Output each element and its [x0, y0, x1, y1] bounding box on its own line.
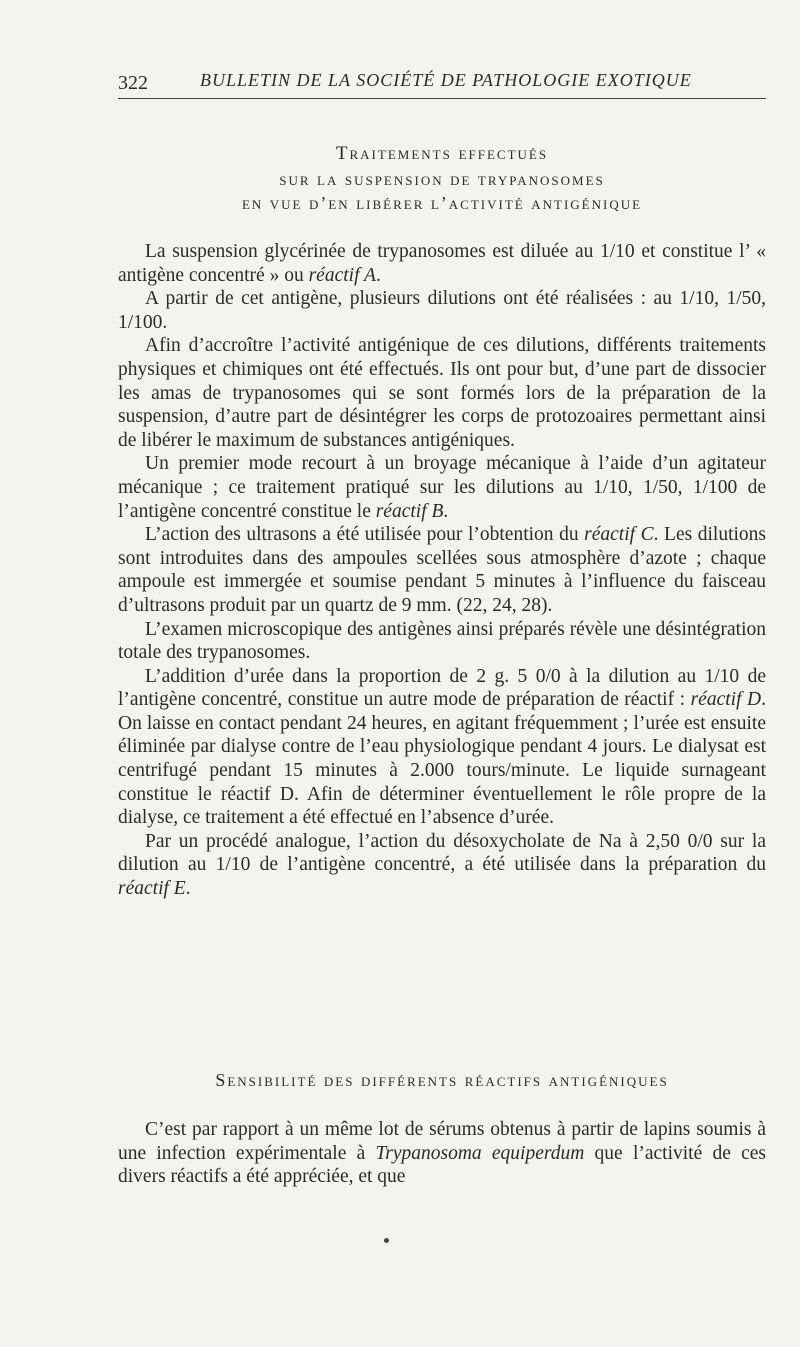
paragraph-text: A partir de cet antigène, plusieurs dilutions ont été réalisées : au 1/10, 1/50, 1/100. [118, 288, 766, 333]
paragraph-text: L’examen microscopique des antigènes ainsi préparés révèle une désintégration totale des trypanosomes. [118, 618, 766, 664]
paragraph [118, 452, 766, 523]
paragraph-text: . On laisse en contact pendant 24 heures, en agitant fréquemment ; l’urée est ensuite éliminée par dialyse contre de l’eau physiologique pendant 4 jours. Le dialysat est centrifugé pendant 15 minutes à 2.000 tours/minute. Le liquide surnageant constitue le réactif D. Afin de déterminer éventuellement le rôle propre de la dialyse, ce traitement a été effectué en l’absence d’urée. [118, 689, 766, 829]
section-title-line2: sur la suspension de trypanosomes [279, 169, 605, 189]
italic-term: Trypanosoma equiperdum [375, 1142, 585, 1164]
paragraph-text: L’action des ultrasons a été utilisée pour l’obtention du [145, 524, 585, 546]
paragraph-text: Un premier mode recourt à un broyage mécanique à l’aide d’un agitateur mécanique ; ce traitement pratiqué sur les dilutions au 1/10, 1/50, 1/100 de l’antigène concentré constitue le [118, 453, 766, 522]
running-title: BULLETIN DE LA SOCIÉTÉ DE PATHOLOGIE EXOTIQUE [200, 70, 692, 90]
section-title-line3: en vue d’en libérer l’activité antigénique [241, 193, 643, 213]
paragraph [118, 334, 766, 452]
page-number: 322 [118, 72, 148, 94]
body-text [118, 240, 766, 901]
paragraph [118, 618, 766, 665]
header-rule [118, 98, 766, 99]
paragraph-text: L’addition d’urée dans la proportion de 2 g. 5 0/0 à la dilution au 1/10 de l’antigène concentré, constitue un autre mode de préparation de réactif : [118, 665, 766, 711]
body-text-2 [118, 1118, 766, 1189]
italic-term: réactif D [690, 689, 762, 711]
paragraph [118, 830, 766, 901]
italic-term: réactif C [584, 524, 654, 546]
paragraph-text: . [443, 500, 449, 522]
italic-term: réactif A [308, 264, 376, 286]
paragraph [118, 287, 766, 334]
paragraph-text: La suspension glycérinée de trypanosomes est diluée au 1/10 et constitue l’ « antigène concentré » ou [118, 241, 766, 286]
paragraph-text: Afin d’accroître l’activité antigénique de ces dilutions, différents traitements physiques et chimiques ont été effectués. Ils ont pour but, d’une part de dissocier les amas de trypanosomes qui se sont formés lors de la préparation de la suspension, d’autre part de désintégrer les corps de protozoaires permettant ainsi de libérer le maximum de substances antigéniques. [118, 335, 766, 451]
paragraph [118, 240, 766, 287]
section-title-line1: Traitements effectués [335, 143, 549, 164]
paragraph-text: . [375, 264, 381, 286]
section-title-sensibilite: Sensibilité des différents réactifs antigéniques [215, 1070, 669, 1090]
paragraph [118, 1118, 766, 1189]
paragraph-text: C’est par rapport à un même lot de sérums obtenus à partir de lapins soumis à une infection expérimentale à [118, 1119, 766, 1164]
paragraph-text: que l’activité de ces divers réactifs a été appréciée, et que [118, 1142, 767, 1188]
paragraph [118, 523, 766, 617]
italic-term: réactif B [375, 500, 444, 522]
page-header [118, 64, 766, 100]
paragraph-text: . Les dilutions sont introduites dans des ampoules scellées sous atmosphère d’azote ; chaque ampoule est immergée et soumise pendant 5 minutes à l’influence du faisceau d’ultrasons produit par un quartz de 9 mm. (22, 24, 28). [118, 524, 766, 616]
paragraph-text: . [185, 878, 191, 900]
page-dot [384, 1238, 389, 1243]
paragraph [118, 665, 766, 830]
italic-term: réactif E [118, 878, 186, 900]
paragraph-text: Par un procédé analogue, l’action du désoxycholate de Na à 2,50 0/0 sur la dilution au 1/10 de l’antigène concentré, a été utilisée dans la préparation du [118, 830, 766, 876]
